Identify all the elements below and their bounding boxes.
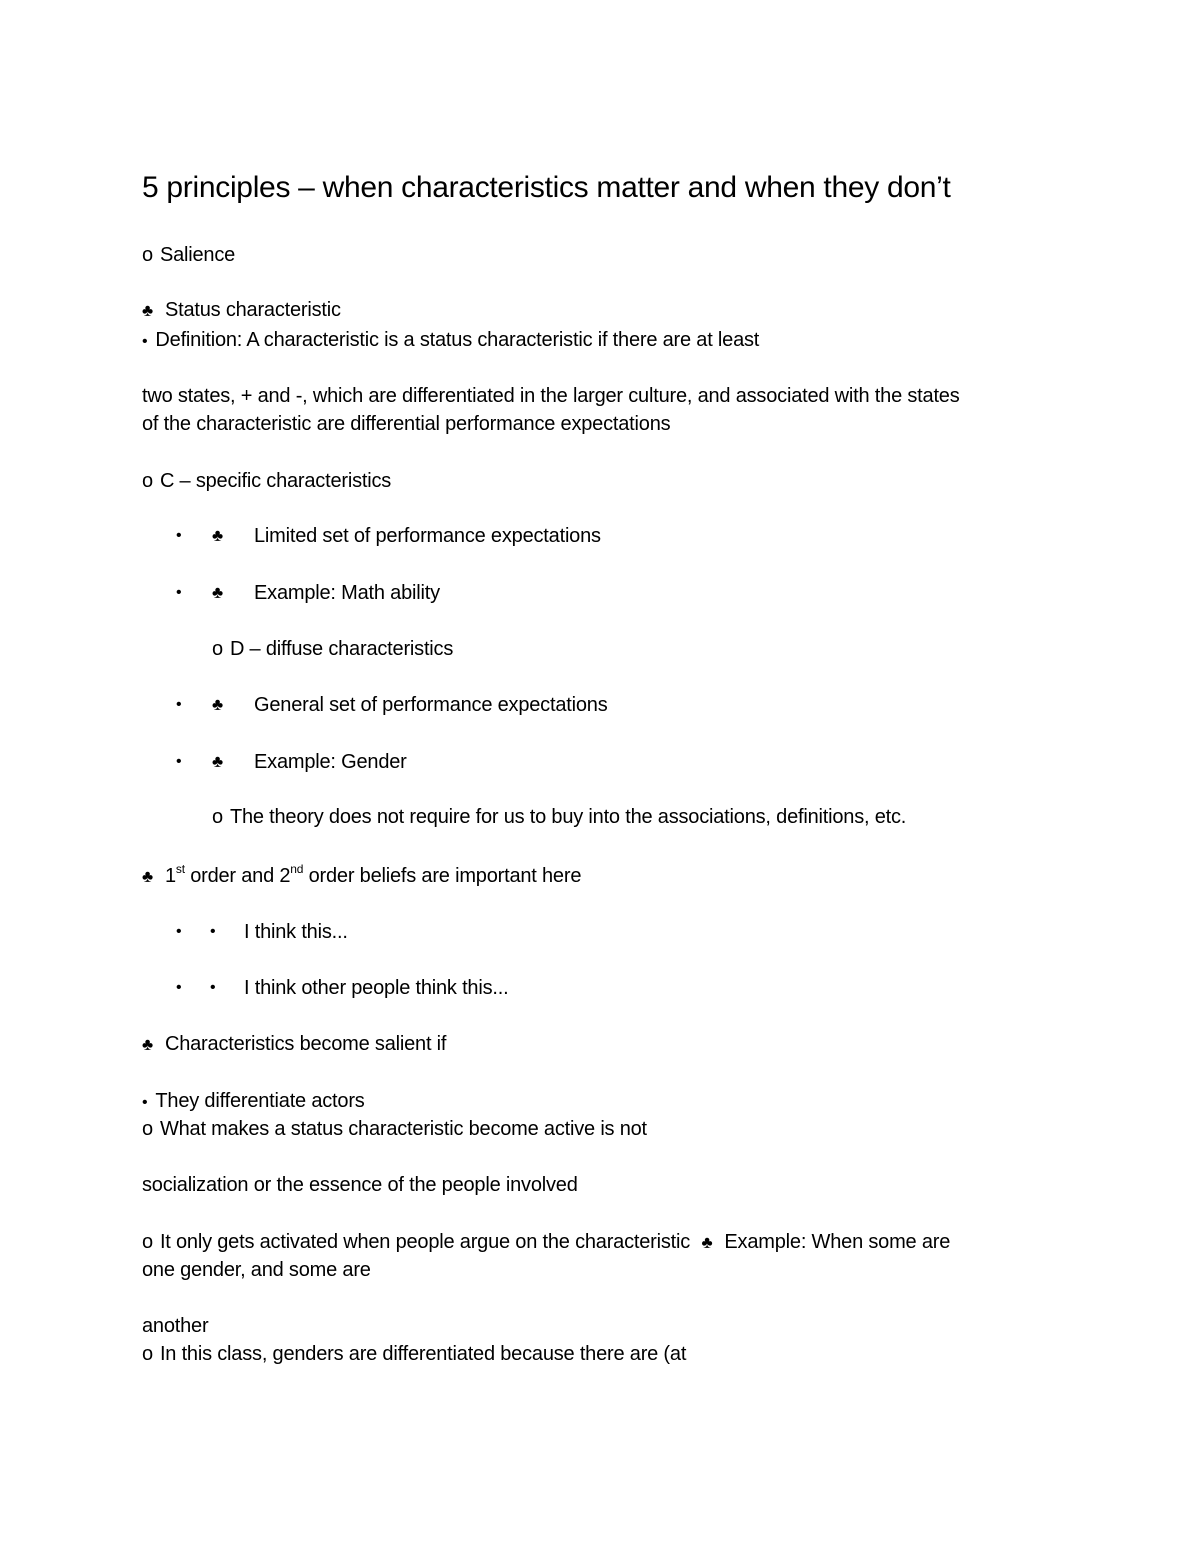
item-text: C – specific characteristics bbox=[159, 470, 392, 492]
list-item-order-beliefs bbox=[142, 862, 581, 891]
club-bullet-icon: ♣ bbox=[212, 752, 224, 771]
item-text: order beliefs are important here bbox=[303, 865, 582, 887]
list-item-activated bbox=[142, 1228, 950, 1257]
item-text: Salience bbox=[159, 244, 236, 266]
bullet-icon: • bbox=[142, 1094, 148, 1111]
club-bullet-icon: ♣ bbox=[142, 301, 153, 320]
circle-bullet-icon: o bbox=[142, 470, 153, 492]
ordinal-suffix: st bbox=[175, 862, 185, 876]
list-item-salience bbox=[142, 241, 235, 269]
list-item-become-salient bbox=[142, 1030, 446, 1059]
list-item-in-this-class bbox=[142, 1340, 686, 1368]
club-bullet-icon: ♣ bbox=[142, 1035, 153, 1054]
list-item-d-diffuse bbox=[212, 635, 453, 663]
list-item-definition bbox=[142, 326, 759, 356]
bullet-icon: • bbox=[142, 333, 148, 350]
list-item-what-makes bbox=[142, 1115, 647, 1143]
bullet-icon: • bbox=[210, 923, 216, 940]
list-item-text: General set of performance expectations bbox=[254, 694, 608, 716]
ordinal-suffix: nd bbox=[290, 862, 304, 876]
paragraph-line: of the characteristic are differential performance expectations bbox=[142, 413, 671, 435]
circle-bullet-icon: o bbox=[142, 1231, 153, 1253]
paragraph-line: two states, + and -, which are differentiated in the larger culture, and associated with the states bbox=[142, 385, 960, 407]
item-text: The theory does not require for us to buy into the associations, definitions, etc. bbox=[229, 806, 907, 828]
item-text: What makes a status characteristic become active is not bbox=[159, 1118, 647, 1140]
list-item-text: Example: Gender bbox=[254, 751, 407, 773]
club-bullet-icon: ♣ bbox=[142, 867, 153, 886]
list-item-text: Limited set of performance expectations bbox=[254, 525, 601, 547]
bullet-icon: • bbox=[176, 979, 182, 996]
ordinal-number: 1 bbox=[164, 865, 176, 887]
list-item-text: I think this... bbox=[244, 921, 348, 943]
bullet-icon: • bbox=[176, 696, 182, 713]
list-item-differentiate bbox=[142, 1087, 365, 1117]
item-text: order and 2 bbox=[184, 865, 291, 887]
paragraph-line: one gender, and some are bbox=[142, 1259, 371, 1281]
item-text: Definition: A characteristic is a status characteristic if there are at least bbox=[155, 329, 760, 351]
bullet-icon: • bbox=[176, 527, 182, 544]
item-text: Status characteristic bbox=[164, 299, 341, 321]
club-bullet-icon: ♣ bbox=[701, 1233, 713, 1252]
item-text: In this class, genders are differentiated because there are (at bbox=[159, 1343, 687, 1365]
circle-bullet-icon: o bbox=[142, 1343, 153, 1365]
bullet-icon: • bbox=[176, 923, 182, 940]
item-text: D – diffuse characteristics bbox=[229, 638, 454, 660]
club-bullet-icon: ♣ bbox=[212, 695, 224, 714]
club-bullet-icon: ♣ bbox=[212, 526, 224, 545]
club-bullet-icon: ♣ bbox=[212, 583, 224, 602]
paragraph-line: socialization or the essence of the people involved bbox=[142, 1174, 578, 1196]
item-text: They differentiate actors bbox=[155, 1090, 365, 1112]
page-title: 5 principles – when characteristics matter and when they don’t bbox=[142, 171, 951, 204]
paragraph-line: another bbox=[142, 1315, 209, 1337]
list-item-theory-note bbox=[212, 803, 906, 831]
list-item-text: Example: Math ability bbox=[254, 582, 440, 604]
item-text: It only gets activated when people argue on the characteristic bbox=[159, 1231, 691, 1253]
circle-bullet-icon: o bbox=[212, 638, 223, 660]
list-item-text: I think other people think this... bbox=[244, 977, 509, 999]
item-text: Characteristics become salient if bbox=[164, 1033, 447, 1055]
bullet-icon: • bbox=[176, 753, 182, 770]
item-text: Example: When some are bbox=[724, 1231, 951, 1253]
list-item-c-specific bbox=[142, 467, 391, 495]
circle-bullet-icon: o bbox=[142, 244, 153, 266]
circle-bullet-icon: o bbox=[212, 806, 223, 828]
list-item-status-characteristic bbox=[142, 296, 341, 325]
bullet-icon: • bbox=[176, 584, 182, 601]
bullet-icon: • bbox=[210, 979, 216, 996]
circle-bullet-icon: o bbox=[142, 1118, 153, 1140]
